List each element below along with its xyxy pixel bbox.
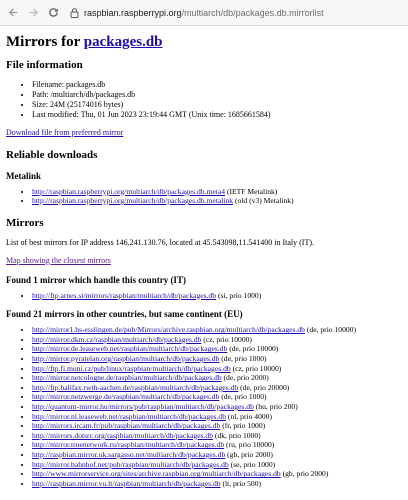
mirror-link[interactable]: http://mirror.netzwerge.de/raspbian/multiarch/db/packages.db: [32, 392, 220, 402]
mirror-link[interactable]: http://www.mirrorservice.org/sites/archive.raspbian.org/multiarch/db/packages.db: [32, 469, 281, 479]
address-bar[interactable]: [68, 3, 402, 23]
list-item: [32, 383, 404, 393]
link-note: (lt, prio 500): [222, 478, 262, 488]
metalink-list: [32, 187, 404, 206]
url-host: raspbian.raspberrypi.org: [84, 7, 182, 18]
mirror-link[interactable]: http://mirror.dkm.cz/raspbian/multiarch/db/packages.db: [32, 334, 202, 344]
back-arrow-icon[interactable]: [4, 4, 22, 22]
file-info-item: • Last modified: Thu, 01 Jun 2023 23:19:44 GMT (Unix time: 1685661584): [32, 110, 404, 120]
mirror-link[interactable]: http://ftp.fi.muni.cz/pub/linux/raspbian/multiarch/db/packages.db: [32, 363, 231, 373]
link-note: (nl, prio 4000): [227, 411, 273, 421]
list-item: [32, 440, 404, 450]
download-link[interactable]: Download file from preferred mirror: [6, 127, 124, 137]
continent-heading: Found 21 mirrors in other countries, but same continent (EU): [6, 309, 243, 320]
list-item: [32, 344, 404, 354]
mirror-link[interactable]: http://mirror.nl.leaseweb.net/raspbian/multiarch/db/packages.db: [32, 411, 227, 421]
list-item: [32, 412, 404, 422]
list-item: [32, 325, 404, 335]
mirror-link[interactable]: http://ftp.halifax.rwth-aachen.de/raspbian/multiarch/db/packages.db: [32, 382, 239, 392]
link-note: (de, prio 2000): [223, 373, 269, 383]
mirror-link[interactable]: http://raspbian.mirror.uk.sargasso.net/multiarch/db/packages.db: [32, 450, 226, 459]
link-note: (de, prio 10000): [306, 325, 357, 335]
mirror-link[interactable]: http://mirrors.ircam.fr/pub/raspbian/multiarch/db/packages.db: [32, 421, 221, 431]
link-note: (fr, prio 1000): [222, 421, 266, 431]
list-item: [32, 291, 404, 301]
country-mirror-list: [32, 291, 404, 301]
mirror-link[interactable]: http://quantum-mirror.hu/mirrors/pub/raspbian/multiarch/db/packages.db: [32, 402, 254, 412]
file-info-list: [32, 80, 404, 120]
forward-arrow-icon[interactable]: [24, 4, 42, 22]
link-note: (dk, prio 1000): [214, 430, 261, 440]
link-note: (old (v3) Metalink): [234, 196, 294, 206]
link-note: (de, prio 1000): [221, 354, 267, 364]
mirror-link[interactable]: http://mirror.bahnhof.net/pub/raspbian/multiarch/db/packages.db: [32, 459, 229, 469]
mirrors-heading: Mirrors: [6, 216, 44, 229]
page-title-prefix: Mirrors for: [6, 34, 80, 50]
link-note: (cz, prio 10000): [203, 334, 252, 344]
link-note: (de, prio 10000): [229, 344, 279, 354]
list-item: [32, 354, 404, 364]
list-item: [32, 187, 404, 197]
metalink-link[interactable]: http://raspbian.raspberrypi.org/multiarch/db/packages.db.metalink: [32, 196, 234, 206]
file-info-item: • Size: 24M (25174016 bytes): [32, 100, 404, 110]
list-item: [32, 479, 404, 489]
file-info-heading: File information: [6, 59, 83, 71]
mirror-link[interactable]: http://ftp.arnes.si/mirrors/raspbian/multiarch/db/packages.db: [32, 290, 217, 300]
list-item: [32, 460, 404, 470]
list-item: [32, 450, 404, 460]
mirror-link[interactable]: http://mirror.de.leaseweb.net/raspbian/multiarch/db/packages.db: [32, 344, 228, 354]
reliable-heading: Reliable downloads: [6, 148, 98, 161]
file-info-item: • Filename: packages.db: [32, 80, 404, 90]
continent-mirror-list: [32, 325, 404, 488]
link-note: (gb, prio 2000): [227, 450, 273, 459]
link-note: (hu, prio 200): [255, 402, 298, 412]
mirror-link[interactable]: http://mirror.truenetwork.ru/raspbian/multiarch/db/packages.db: [32, 440, 225, 450]
mirror-link[interactable]: http://mirror.pyratelan.org/raspbian/multiarch/db/packages.db: [32, 354, 220, 364]
list-item: [32, 431, 404, 441]
country-heading: Found 1 mirror which handle this country (IT): [6, 274, 186, 285]
list-item: [32, 421, 404, 431]
mirror-link[interactable]: http://mirrors.dotsrc.org/raspbian/multiarch/db/packages.db: [32, 430, 214, 440]
metalink-link[interactable]: http://raspbian.raspberrypi.org/multiarch/db/packages.db.meta4: [32, 186, 226, 196]
link-note: (ru, prio 10000): [226, 440, 275, 450]
page-content: [6, 28, 404, 488]
list-item: [32, 402, 404, 412]
metalink-heading: Metalink: [6, 170, 41, 181]
link-note: (IETF Metalink): [226, 186, 278, 196]
mirror-link[interactable]: http://mirror1.hs-esslingen.de/pub/Mirrors/archive.raspbian.org/multiarch/db/packages.db: [32, 325, 305, 335]
list-item: [32, 335, 404, 345]
list-item: [32, 373, 404, 383]
page-title-link[interactable]: packages.db: [83, 34, 163, 50]
link-note: (de, prio 1000): [221, 392, 267, 402]
map-link[interactable]: Map showing the closest mirrors: [6, 255, 111, 265]
page-title: [6, 32, 404, 52]
mirrors-description: List of best mirrors for IP address 146.241.130.76, located at 45.543098,11.541400 in Italy (IT).: [6, 237, 315, 247]
link-note: (se, prio 1000): [230, 459, 276, 469]
browser-toolbar: [0, 0, 408, 26]
mirror-link[interactable]: http://mirror.netcologne.de/raspbian/multiarch/db/packages.db: [32, 373, 222, 383]
link-note: (cz, prio 10000): [232, 363, 282, 373]
file-info-item: • Path: /multiarch/db/packages.db: [32, 90, 404, 100]
reload-icon[interactable]: [44, 4, 62, 22]
link-note: (de, prio 20000): [240, 382, 290, 392]
link-note: (si, prio 1000): [218, 290, 262, 300]
lock-icon: [68, 7, 80, 19]
url-path: /multiarch/db/packages.db.mirrorlist: [181, 7, 324, 18]
mirror-link[interactable]: http://raspbian.mirror.vu.lt/raspbian/multiarch/db/packages.db: [32, 478, 221, 488]
list-item: [32, 469, 404, 479]
link-note: (gb, prio 2000): [282, 469, 329, 479]
list-item: [32, 196, 404, 206]
list-item: [32, 392, 404, 402]
list-item: [32, 364, 404, 374]
